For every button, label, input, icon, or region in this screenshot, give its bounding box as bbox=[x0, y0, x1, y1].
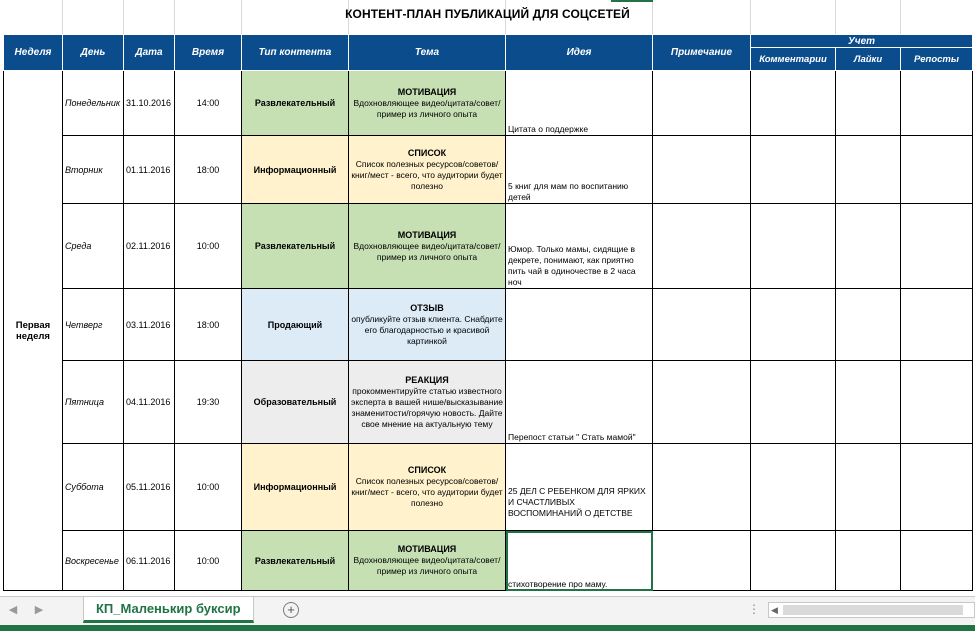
theme-cell[interactable] bbox=[349, 444, 506, 531]
likes-cell[interactable] bbox=[836, 531, 901, 591]
header-content-type[interactable]: Тип контента bbox=[242, 35, 349, 71]
sheet-tab-bar bbox=[0, 596, 975, 625]
table-row bbox=[4, 289, 973, 361]
header-day[interactable]: День bbox=[63, 35, 124, 71]
comments-cell[interactable] bbox=[751, 136, 836, 204]
note-cell[interactable] bbox=[653, 289, 751, 361]
reposts-cell[interactable] bbox=[901, 289, 973, 361]
table-row bbox=[4, 136, 973, 204]
date-cell[interactable]: 04.11.2016 bbox=[124, 361, 175, 444]
table-row bbox=[4, 71, 973, 136]
reposts-cell[interactable] bbox=[901, 444, 973, 531]
day-cell[interactable]: Понедельник bbox=[63, 71, 124, 136]
day-cell[interactable]: Пятница bbox=[63, 361, 124, 444]
likes-cell[interactable] bbox=[836, 444, 901, 531]
horizontal-scrollbar[interactable] bbox=[768, 602, 975, 618]
day-cell[interactable]: Вторник bbox=[63, 136, 124, 204]
active-cell-marker bbox=[611, 0, 653, 2]
content-type-cell[interactable]: Развлекательный bbox=[242, 204, 349, 289]
content-type-cell[interactable]: Развлекательный bbox=[242, 71, 349, 136]
header-reposts[interactable]: Репосты bbox=[901, 48, 973, 71]
note-cell[interactable] bbox=[653, 136, 751, 204]
theme-cell[interactable] bbox=[349, 531, 506, 591]
theme-title: МОТИВАЦИЯ bbox=[397, 86, 457, 97]
table-row bbox=[4, 444, 973, 531]
time-cell[interactable]: 18:00 bbox=[175, 136, 242, 204]
comments-cell[interactable] bbox=[751, 71, 836, 136]
theme-description: Вдохновляющее видео/цитата/совет/пример из личного опыта bbox=[353, 97, 501, 119]
comments-cell[interactable] bbox=[751, 531, 836, 591]
content-type-cell[interactable]: Информационный bbox=[242, 444, 349, 531]
time-cell[interactable]: 10:00 bbox=[175, 444, 242, 531]
reposts-cell[interactable] bbox=[901, 136, 973, 204]
idea-cell[interactable]: Перепост статьи " Стать мамой" bbox=[506, 361, 653, 444]
theme-description: Список полезных ресурсов/советов/книг/мест - всего, что аудитории будет полезно bbox=[351, 476, 503, 508]
note-cell[interactable] bbox=[653, 204, 751, 289]
theme-title: СПИСОК bbox=[407, 147, 447, 158]
sheet-tab-active[interactable]: КП_Маленькир буксир bbox=[83, 597, 254, 623]
comments-cell[interactable] bbox=[751, 289, 836, 361]
idea-cell[interactable]: Юмор. Только мамы, сидящие в декрете, понимают, как приятно пить чай в одиночестве в 2 часа ноч bbox=[506, 204, 653, 289]
content-plan-table bbox=[3, 34, 973, 591]
note-cell[interactable] bbox=[653, 361, 751, 444]
likes-cell[interactable] bbox=[836, 71, 901, 136]
idea-cell[interactable]: 25 ДЕЛ С РЕБЕНКОМ ДЛЯ ЯРКИХ И СЧАСТЛИВЫХ ВОСПОМИНАНИЙ О ДЕТСТВЕ bbox=[506, 444, 653, 531]
theme-cell[interactable] bbox=[349, 204, 506, 289]
theme-title: СПИСОК bbox=[407, 465, 447, 475]
header-accounting[interactable]: Учет bbox=[751, 35, 973, 48]
note-cell[interactable] bbox=[653, 71, 751, 136]
date-cell[interactable]: 31.10.2016 bbox=[124, 71, 175, 136]
header-date[interactable]: Дата bbox=[124, 35, 175, 71]
date-cell[interactable]: 02.11.2016 bbox=[124, 204, 175, 289]
comments-cell[interactable] bbox=[751, 204, 836, 289]
reposts-cell[interactable] bbox=[901, 531, 973, 591]
time-cell[interactable]: 10:00 bbox=[175, 531, 242, 591]
header-time[interactable]: Время bbox=[175, 35, 242, 71]
table-row bbox=[4, 204, 973, 289]
theme-cell[interactable] bbox=[349, 289, 506, 361]
comments-cell[interactable] bbox=[751, 361, 836, 444]
likes-cell[interactable] bbox=[836, 289, 901, 361]
content-type-cell[interactable]: Развлекательный bbox=[242, 531, 349, 591]
comments-cell[interactable] bbox=[751, 444, 836, 531]
theme-description: опубликуйте отзыв клиента. Снабдите его благодарностью и красивой картинкой bbox=[351, 313, 503, 346]
header-theme[interactable]: Тема bbox=[349, 35, 506, 71]
date-cell[interactable]: 06.11.2016 bbox=[124, 531, 175, 591]
header-likes[interactable]: Лайки bbox=[836, 48, 901, 71]
theme-description: Вдохновляющее видео/цитата/совет/пример из личного опыта bbox=[353, 555, 501, 576]
page-title: КОНТЕНТ-ПЛАН ПУБЛИКАЦИЙ ДЛЯ СОЦСЕТЕЙ bbox=[345, 7, 630, 21]
time-cell[interactable]: 10:00 bbox=[175, 204, 242, 289]
content-type-cell[interactable]: Образовательный bbox=[242, 361, 349, 444]
date-cell[interactable]: 01.11.2016 bbox=[124, 136, 175, 204]
theme-description: Вдохновляющее видео/цитата/совет/пример из личного опыта bbox=[353, 240, 501, 262]
table-row bbox=[4, 361, 973, 444]
idea-cell[interactable]: 5 книг для мам по воспитанию детей bbox=[506, 136, 653, 204]
scrollbar-thumb[interactable] bbox=[783, 605, 963, 615]
date-cell[interactable]: 05.11.2016 bbox=[124, 444, 175, 531]
theme-title: МОТИВАЦИЯ bbox=[397, 544, 457, 554]
reposts-cell[interactable] bbox=[901, 71, 973, 136]
triangle-right-icon[interactable]: ▶ bbox=[34, 604, 44, 616]
header-week[interactable]: Неделя bbox=[4, 35, 63, 71]
add-sheet-icon[interactable]: + bbox=[283, 602, 299, 618]
theme-title: ОТЗЫВ bbox=[410, 302, 444, 313]
time-cell[interactable]: 14:00 bbox=[175, 71, 242, 136]
note-cell[interactable] bbox=[653, 531, 751, 591]
theme-title: РЕАКЦИЯ bbox=[405, 374, 449, 385]
header-idea[interactable]: Идея bbox=[506, 35, 653, 71]
theme-cell[interactable] bbox=[349, 71, 506, 136]
table-row bbox=[4, 531, 973, 591]
day-cell[interactable]: Среда bbox=[63, 204, 124, 289]
idea-cell[interactable]: Цитата о поддержке bbox=[506, 71, 653, 136]
likes-cell[interactable] bbox=[836, 136, 901, 204]
day-cell[interactable]: Суббота bbox=[63, 444, 124, 531]
triangle-left-icon[interactable]: ◀ bbox=[8, 604, 18, 616]
more-options-icon[interactable]: ⋮ bbox=[748, 602, 760, 616]
status-bar bbox=[0, 625, 975, 631]
time-cell[interactable]: 19:30 bbox=[175, 361, 242, 444]
reposts-cell[interactable] bbox=[901, 204, 973, 289]
theme-description: Список полезных ресурсов/советов/книг/мест - всего, что аудитории будет полезно bbox=[351, 158, 503, 191]
time-cell[interactable]: 18:00 bbox=[175, 289, 242, 361]
theme-cell[interactable] bbox=[349, 361, 506, 444]
scroll-left-icon[interactable]: ◀ bbox=[771, 605, 778, 615]
day-cell[interactable]: Четверг bbox=[63, 289, 124, 361]
theme-cell[interactable] bbox=[349, 136, 506, 204]
week-cell[interactable]: Первая неделя bbox=[4, 71, 63, 591]
date-cell[interactable]: 03.11.2016 bbox=[124, 289, 175, 361]
note-cell[interactable] bbox=[653, 444, 751, 531]
theme-description: прокомментируйте статью известного эксперта в вашей нише/высказывание знаменитости/горячую новость. Дайте свое мнение на актуальную тему bbox=[351, 385, 503, 429]
idea-cell[interactable]: стихотворение про маму. bbox=[506, 531, 653, 591]
content-type-cell[interactable]: Продающий bbox=[242, 289, 349, 361]
idea-cell[interactable] bbox=[506, 289, 653, 361]
header-comments[interactable]: Комментарии bbox=[751, 48, 836, 71]
reposts-cell[interactable] bbox=[901, 361, 973, 444]
likes-cell[interactable] bbox=[836, 361, 901, 444]
likes-cell[interactable] bbox=[836, 204, 901, 289]
header-note[interactable]: Примечание bbox=[653, 35, 751, 71]
theme-title: МОТИВАЦИЯ bbox=[397, 229, 457, 240]
content-type-cell[interactable]: Информационный bbox=[242, 136, 349, 204]
day-cell[interactable]: Воскресенье bbox=[63, 531, 124, 591]
